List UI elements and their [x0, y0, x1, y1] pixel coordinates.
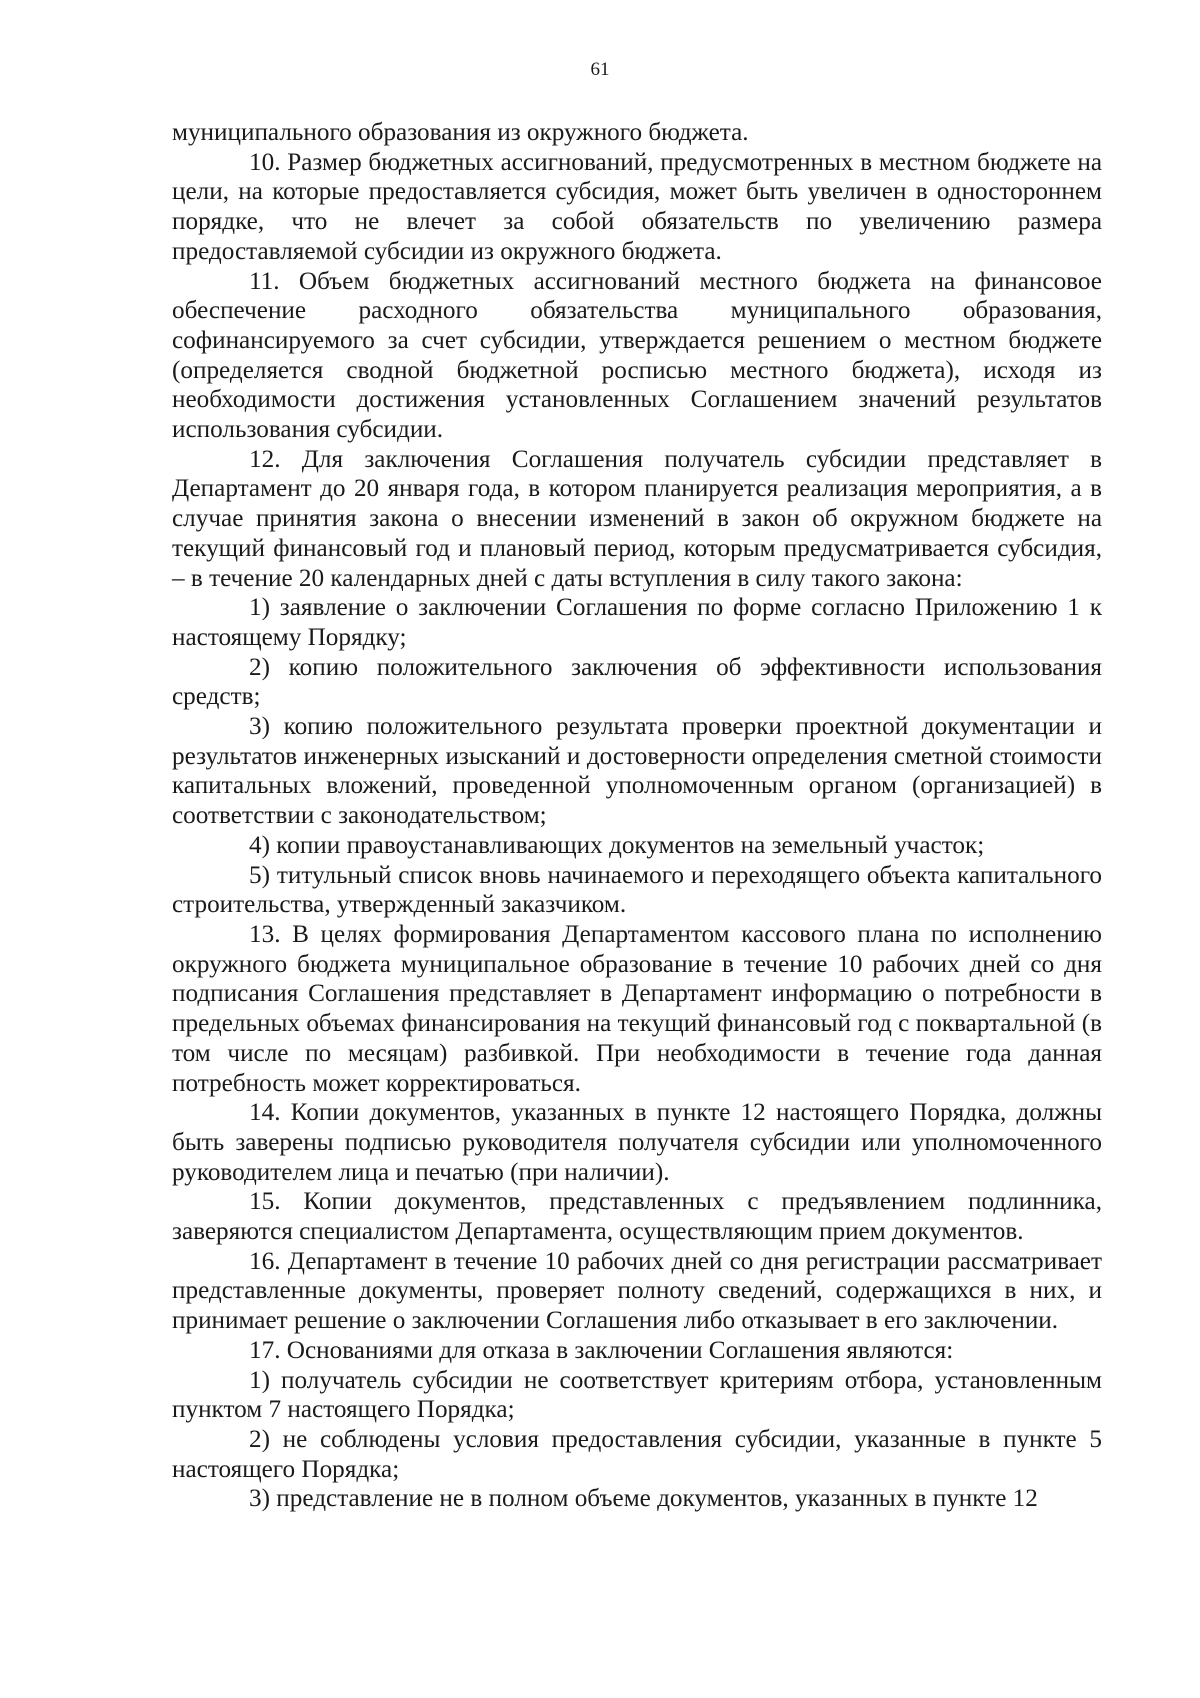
list-item: 1) получатель субсидии не соответствует критериям отбора, установленным пунктом 7 настоящего Порядка; [172, 1366, 1102, 1424]
paragraph: 17. Основаниями для отказа в заключении Соглашения являются: [249, 1336, 954, 1364]
list-item: 3) копию положительного результата проверки проектной документации и результатов инженерных изысканий и достоверности определения сметной стоимости капитальных вложений, проведенной уполномоченным органом (организацией) в соответствии с законодательством; [172, 713, 1102, 830]
list-item: 4) копии правоустанавливающих документов на земельный участок; [249, 831, 985, 859]
list-item: 2) копию положительного заключения об эффективности использования средств; [172, 653, 1102, 711]
paragraph: муниципального образования из окружного бюджета. [172, 119, 749, 146]
list-item: 5) титульный список вновь начинаемого и переходящего объекта капитального строительства, утвержденный заказчиком. [172, 861, 1102, 919]
document-body [172, 118, 1102, 1514]
list-item: 1) заявление о заключении Соглашения по форме согласно Приложению 1 к настоящему Порядку; [172, 594, 1102, 651]
paragraph: 11. Объем бюджетных ассигнований местного бюджета на финансовое обеспечение расходного обязательства муниципального образования, софинансируемого за счет субсидии, утверждается решением о местном бюджете (определяется сводной бюджетной росписью местного бюджета), исходя из необходимости достижения установленных Соглашением значений результатов использования субсидии. [172, 267, 1102, 444]
page-number: 61 [590, 59, 610, 80]
paragraph: 10. Размер бюджетных ассигнований, предусмотренных в местном бюджете на цели, на которые предоставляется субсидия, может быть увеличен в одностороннем порядке, что не влечет за собой обязательств по увеличению размера предоставляемой субсидии из окружного бюджета. [172, 148, 1102, 265]
list-item: 3) представление не в полном объеме документов, указанных в пункте 12 [249, 1485, 1038, 1513]
paragraph: 12. Для заключения Соглашения получатель субсидии представляет в Департамент до 20 января года, в котором планируется реализация мероприятия, а в случае принятия закона о внесении изменений в закон об окружном бюджете на текущий финансовый год и плановый период, которым предусматривается субсидия, – в течение 20 календарных дней с даты вступления в силу такого закона: [172, 445, 1102, 592]
paragraph: 14. Копии документов, указанных в пункте 12 настоящего Порядка, должны быть заверены подписью руководителя получателя субсидии или уполномоченного руководителем лица и печатью (при наличии). [172, 1099, 1102, 1186]
paragraph: 13. В целях формирования Департаментом кассового плана по исполнению окружного бюджета муниципальное образование в течение 10 рабочих дней со дня подписания Соглашения представляет в Департамент информацию о потребности в предельных объемах финансирования на текущий финансовый год с поквартальной (в том числе по месяцам) разбивкой. При необходимости в течение года данная потребность может корректироваться. [172, 920, 1102, 1097]
list-item: 2) не соблюдены условия предоставления субсидии, указанные в пункте 5 настоящего Порядка; [172, 1425, 1102, 1483]
paragraph: 16. Департамент в течение 10 рабочих дней со дня регистрации рассматривает представленные документы, проверяет полноту сведений, содержащихся в них, и принимает решение о заключении Соглашения либо отказывает в его заключении. [172, 1247, 1102, 1335]
paragraph: 15. Копии документов, представленных с предъявлением подлинника, заверяются специалистом Департамента, осуществляющим прием документов. [172, 1188, 1102, 1246]
